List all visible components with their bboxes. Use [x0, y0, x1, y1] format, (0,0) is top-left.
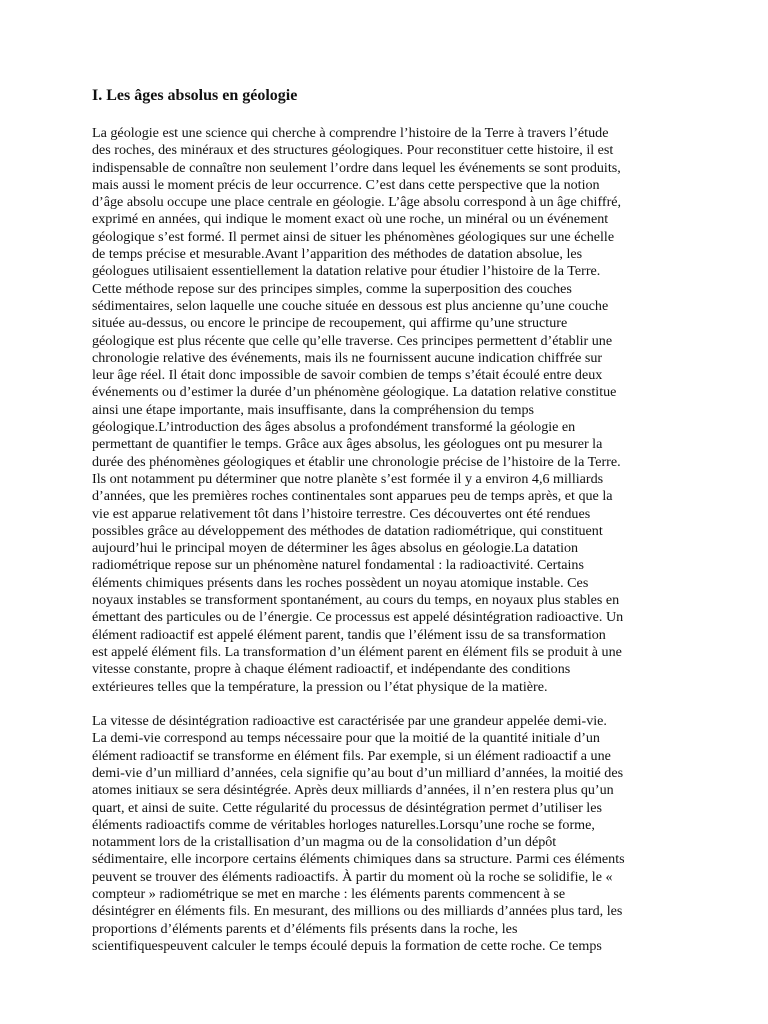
text-line: vitesse constante, propre à chaque élément radioactif, et indépendante des conditions — [92, 661, 571, 678]
text-line: notamment lors de la cristallisation d’un magma ou de la consolidation d’un dépôt — [92, 834, 557, 851]
text-line: ainsi une étape importante, mais insuffisante, dans la compréhension du temps — [92, 401, 535, 418]
text-line: peuvent se trouver des éléments radioactifs. À partir du moment où la roche se solidifie, le « — [92, 868, 613, 885]
document-page — [92, 86, 680, 955]
text-line: sédimentaires, selon laquelle une couche située en dessous est plus ancienne qu’une couche — [92, 297, 609, 314]
text-line: La demi-vie correspond au temps nécessaire pour que la moitié de la quantité initiale d’un — [92, 730, 600, 747]
text-line: élément radioactif se transforme en élément fils. Par exemple, si un élément radioactif a une — [92, 747, 611, 764]
section-heading: I. Les âges absolus en géologie — [92, 87, 298, 104]
text-line: durée des phénomènes géologiques et établir une chronologie précise de l’histoire de la Terre. — [92, 453, 621, 470]
text-line: éléments chimiques présents dans les roches possèdent un noyau atomique instable. Ces — [92, 574, 589, 591]
text-line: d’âge absolu occupe une place centrale en géologie. L’âge absolu correspond à un âge chiffré, — [92, 194, 622, 211]
text-line: atomes initiaux se sera désintégrée. Après deux milliards d’années, il n’en restera plus qu’un — [92, 782, 614, 799]
text-line: des roches, des minéraux et des structures géologiques. Pour reconstituer cette histoire, il est — [92, 142, 614, 159]
text-line: vie est apparue relativement tôt dans l’histoire terrestre. Ces découvertes ont été rendues — [92, 505, 591, 522]
text-line: mais aussi le moment précis de leur occurrence. C’est dans cette perspective que la notion — [92, 176, 600, 193]
text-line: géologues utilisaient essentiellement la datation relative pour étudier l’histoire de la Terre. — [92, 263, 601, 280]
text-line: Cette méthode repose sur des principes simples, comme la superposition des couches — [92, 280, 572, 297]
text-line: leur âge réel. Il était donc impossible de savoir combien de temps s’était écoulé entre deux — [92, 367, 603, 384]
text-line: La vitesse de désintégration radioactive est caractérisée par une grandeur appelée demi-vie. — [92, 713, 607, 730]
text-line: située au-dessus, ou encore le principe de recoupement, qui affirme qu’une structure — [92, 315, 568, 332]
text-line: La géologie est une science qui cherche à comprendre l’histoire de la Terre à travers l’étude — [92, 125, 609, 141]
text-line: chronologie relative des événements, mais ils ne fournissent aucune indication chiffrée sur — [92, 349, 603, 366]
text-line: est appelé élément fils. La transformation d’un élément parent en élément fils se produit à une — [92, 643, 622, 660]
text-line: quart, et ainsi de suite. Cette régularité du processus de désintégration permet d’utiliser les — [92, 799, 602, 816]
text-line: radiométrique repose sur un phénomène naturel fondamental : la radioactivité. Certains — [92, 557, 584, 574]
text-line: extérieures telles que la température, la pression ou l’état physique de la matière. — [92, 678, 548, 695]
text-line: de temps précise et mesurable.Avant l’apparition des méthodes de datation absolue, les — [92, 246, 583, 263]
text-line: sédimentaire, elle incorpore certains éléments chimiques dans sa structure. Parmi ces éléments — [92, 851, 625, 868]
text-line: géologique est plus récente que celle qu’elle traverse. Ces principes permettent d’établir une — [92, 332, 613, 349]
text-line: éléments radioactifs comme de véritables horloges naturelles.Lorsqu’une roche se forme, — [92, 816, 595, 833]
text-line: demi-vie d’un milliard d’années, cela signifie qu’au bout d’un milliard d’années, la moitié des — [92, 764, 624, 781]
text-line: événements ou d’estimer la durée d’un phénomène géologique. La datation relative constitue — [92, 384, 617, 401]
text-line: noyaux instables se transforment spontanément, au cours du temps, en noyaux plus stables en — [92, 592, 620, 609]
text-line: émettant des particules ou de l’énergie. Ce processus est appelé désintégration radioactive. Un — [92, 609, 624, 626]
text-line: exprimé en années, qui indique le moment exact où une roche, un minéral ou un événement — [92, 211, 609, 228]
paragraph-1 — [92, 125, 680, 696]
paragraph-2 — [92, 713, 680, 955]
text-line: géologique.L’introduction des âges absolus a profondément transformé la géologie en — [92, 419, 576, 436]
text-line: géologique s’est formé. Il permet ainsi de situer les phénomènes géologiques sur une échelle — [92, 228, 615, 245]
text-line: désintégrer en éléments fils. En mesurant, des millions ou des milliards d’années plus tard, les — [92, 903, 623, 920]
text-line: compteur » radiométrique se met en marche : les éléments parents commencent à se — [92, 886, 566, 903]
text-line: d’années, que les premières roches continentales sont apparues peu de temps après, et que la — [92, 488, 613, 505]
text-line: Ils ont notamment pu déterminer que notre planète s’est formée il y a environ 4,6 milliards — [92, 470, 604, 487]
text-line: élément radioactif est appelé élément parent, tandis que l’élément issu de sa transformation — [92, 626, 606, 643]
text-line: proportions d’éléments parents et d’éléments fils présents dans la roche, les — [92, 920, 518, 937]
text-line: indispensable de connaître non seulement l’ordre dans lequel les événements se sont produits, — [92, 159, 621, 176]
text-line: possibles grâce au développement des méthodes de datation radiométrique, qui constituent — [92, 522, 603, 539]
text-line: scientifiquespeuvent calculer le temps écoulé depuis la formation de cette roche. Ce temps — [92, 937, 602, 954]
text-line: permettant de quantifier le temps. Grâce aux âges absolus, les géologues ont pu mesurer la — [92, 436, 603, 453]
text-line: aujourd’hui le principal moyen de déterminer les âges absolus en géologie.La datation — [92, 540, 579, 557]
